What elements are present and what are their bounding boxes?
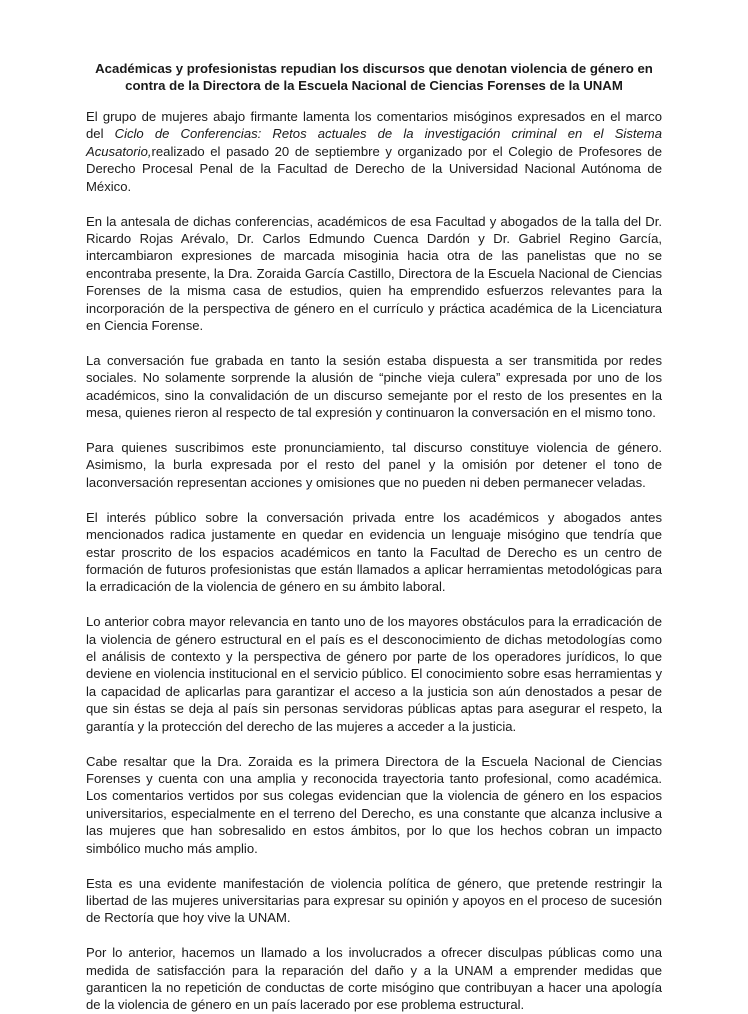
paragraph-directora: Cabe resaltar que la Dra. Zoraida es la primera Directora de la Escuela Nacional de Ciencias Forenses y cuenta con una amplia y reconocida trayectoria tanto profesional, como académica. Los comentarios vertidos por sus colegas evidencian que la violencia de género en los espacios universitarios, especialmente en el terreno del Derecho, es una constante que alcanza inclusive a las mujeres que han sobresalido en estos ámbitos, por lo que los hechos cobran un impacto simbólico mucho más amplio. xyxy=(86,753,662,856)
paragraph-pronunciamiento: Para quienes suscribimos este pronunciamiento, tal discurso constituye violencia de género. Asimismo, la burla expresada por el resto del panel y la omisión por detener el tono de laconversación representan acciones y omisiones que no pueden ni deben permanecer veladas. xyxy=(86,440,662,490)
intro-text-before: El grupo de mujeres abajo firmante lamenta los comentarios misóginos expresados en el marco del xyxy=(86,109,662,142)
event-name: Ciclo de Conferencias: Retos actuales de la investigación criminal en el Sistema Acusatorio, xyxy=(86,126,662,159)
intro-paragraph xyxy=(86,108,662,195)
paragraph-interes-publico: El interés público sobre la conversación privada entre los académicos y abogados antes mencionados radica justamente en quedar en evidencia un lenguaje misógino que tendría que estar proscrito de los espacios académicos en tanto la Facultad de Derecho es un centro de formación de futuros profesionistas que están llamados a aplicar herramientas metodológicas para la erradicación de la violencia de género en su ámbito laboral. xyxy=(86,509,662,595)
title-line-1: Académicas y profesionistas repudian los discursos que denotan violencia de género en xyxy=(95,61,653,76)
intro-text-after: realizado el pasado 20 de septiembre y organizado por el Colegio de Profesores de Derecho Procesal Penal de la Facultad de Derecho de la Universidad Nacional Autónoma de México. xyxy=(86,143,662,194)
document-title xyxy=(86,60,662,94)
paragraph-grabacion: La conversación fue grabada en tanto la sesión estaba dispuesta a ser transmitida por redes sociales. No solamente sorprende la alusión de “pinche vieja culera” expresada por uno de los académicos, sino la convalidación de un discurso semejante por el resto de los presentes en la mesa, quienes rieron al respecto de tal expresión y continuaron la conversación en el mismo tono. xyxy=(86,352,662,421)
title-line-2: contra de la Directora de la Escuela Nacional de Ciencias Forenses de la UNAM xyxy=(125,78,623,93)
paragraph-antesala: En la antesala de dichas conferencias, académicos de esa Facultad y abogados de la talla del Dr. Ricardo Rojas Arévalo, Dr. Carlos Edmundo Cuenca Dardón y Dr. Gabriel Regino García, intercambiaron expresiones de marcada misoginia hacia otra de las panelistas que no se encontraba presente, la Dra. Zoraida García Castillo, Directora de la Escuela Nacional de Ciencias Forenses de la misma casa de estudios, quien ha emprendido esfuerzos relevantes para la incorporación de la perspectiva de género en el currículo y práctica académica de la Licenciatura en Ciencia Forense. xyxy=(86,213,662,333)
paragraph-violencia-politica: Esta es una evidente manifestación de violencia política de género, que pretende restringir la libertad de las mujeres universitarias para expresar su opinión y apoyos en el proceso de sucesión de Rectoría que hoy vive la UNAM. xyxy=(86,875,662,926)
paragraph-llamado: Por lo anterior, hacemos un llamado a los involucrados a ofrecer disculpas públicas como una medida de satisfacción para la reparación del daño y a la UNAM a emprender medidas que garanticen la no repetición de conductas de corte misógino que contribuyan a hacer una apología de la violencia de género en un país lacerado por ese problema estructural. xyxy=(86,945,662,1013)
paragraph-relevancia: Lo anterior cobra mayor relevancia en tanto uno de los mayores obstáculos para la erradicación de la violencia de género estructural en el país es el desconocimiento de dichas metodologías como el análisis de contexto y la perspectiva de género por parte de los operadores jurídicos, lo que deviene en violencia institucional en el servicio público. El conocimiento sobre esas herramientas y la capacidad de aplicarlas para garantizar el acceso a la justicia son aún denostados a pesar de que sin éstas se deja al país sin personas servidoras públicas aptas para asegurar el respeto, la garantía y la protección del derecho de las mujeres a acceder a la justicia. xyxy=(86,614,662,734)
